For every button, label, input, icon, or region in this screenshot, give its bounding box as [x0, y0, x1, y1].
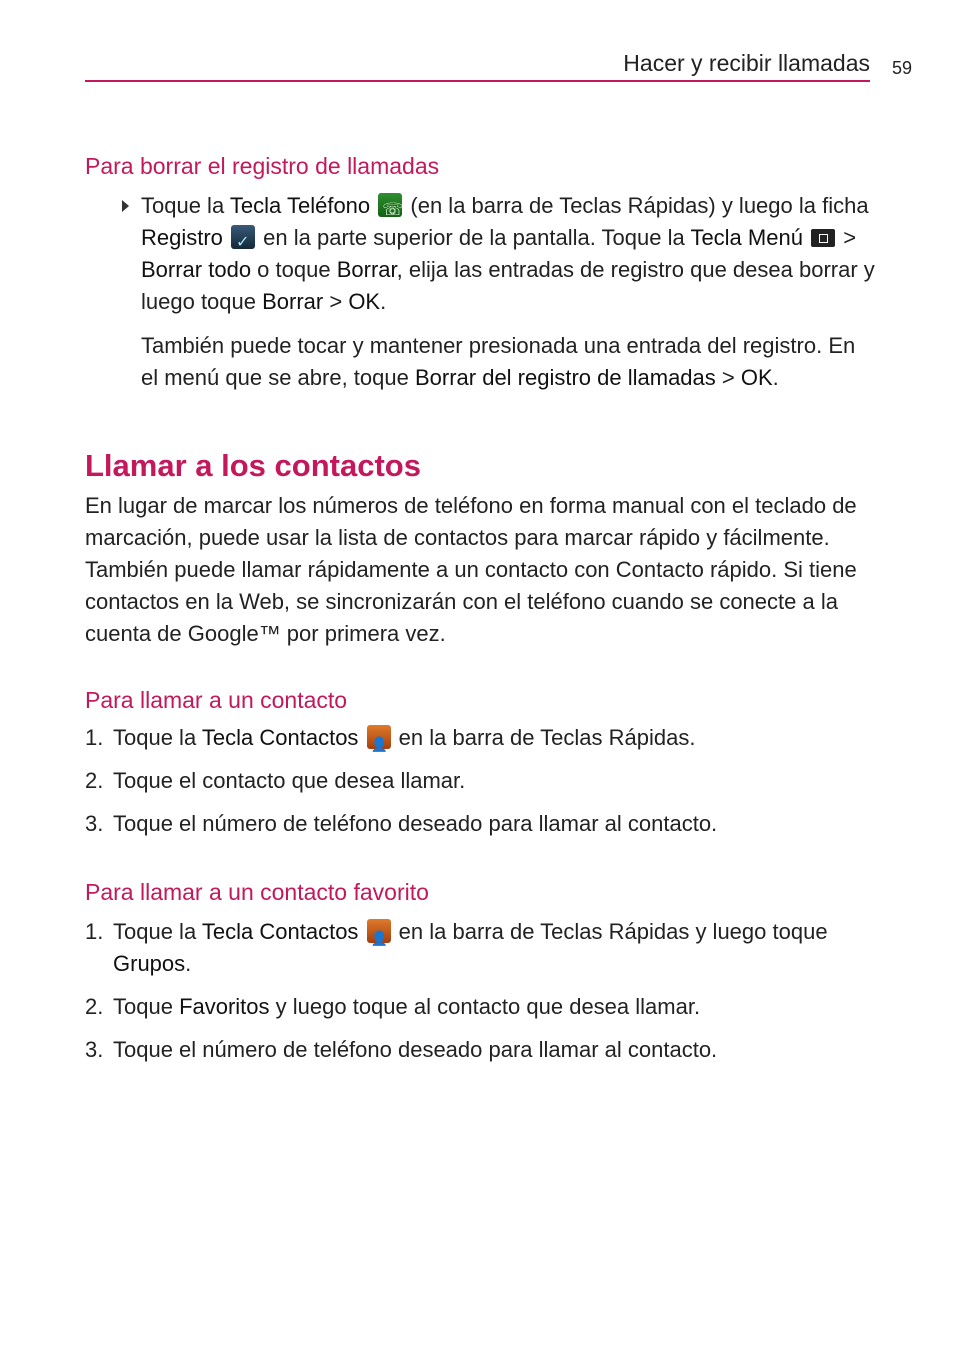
bullet-borrar-registro — [85, 190, 875, 318]
list-item: 2. Toque el contacto que desea llamar. — [85, 768, 466, 793]
list-item: 1. Toque la Tecla Contactos 👤 en la barra de Teclas Rápidas. — [85, 722, 875, 754]
running-title: Hacer y recibir llamadas — [623, 50, 870, 76]
subhead-borrar-registro: Para borrar el registro de llamadas — [85, 153, 440, 179]
bullet-text: Toque la Tecla Teléfono ☏ (en la barra de Teclas Rápidas) y luego la ficha Registro ✓ en la parte superior de la pantalla. Toque la Tecla Menú > Borrar todo o toque Borrar, elija las entradas de registro que desea borrar y luego toque Borrar > OK. — [141, 190, 875, 318]
note-paragraph: También puede tocar y mantener presionada una entrada del registro. En el menú que se abre, toque Borrar del registro de llamadas > OK. — [141, 333, 856, 390]
list-item: 3. Toque el número de teléfono deseado para llamar al contacto. — [85, 1037, 718, 1062]
subhead-llamar-contacto: Para llamar a un contacto — [85, 687, 348, 713]
page-content — [85, 150, 875, 1066]
subhead-llamar-favorito: Para llamar a un contacto favorito — [85, 879, 429, 905]
call-log-icon — [231, 225, 255, 249]
steps-llamar-contacto — [85, 722, 875, 840]
list-item: 3. Toque el número de teléfono deseado para llamar al contacto. — [85, 811, 718, 836]
contacts-key-icon — [367, 919, 391, 943]
menu-key-icon — [811, 229, 835, 247]
steps-llamar-favorito — [85, 916, 875, 1066]
contacts-key-icon — [367, 725, 391, 749]
list-item: 1. Toque la Tecla Contactos 👤 en la barra de Teclas Rápidas y luego toque Grupos. — [85, 916, 875, 980]
intro-paragraph: En lugar de marcar los números de teléfono en forma manual con el teclado de marcación, puede usar la lista de contactos para marcar rápido y fácilmente. También puede llamar rápidamente a un contacto con Contacto rápido. Si tiene contactos en la Web, se sincronizarán con el teléfono cuando se conecte a la cuenta de Google™ por primera vez. — [85, 493, 857, 646]
running-header — [85, 50, 870, 82]
phone-key-icon — [378, 193, 402, 217]
page-number: 59 — [892, 58, 913, 78]
bullet-arrow-icon — [122, 200, 129, 212]
list-item: 2. Toque Favoritos y luego toque al contacto que desea llamar. — [85, 994, 701, 1019]
section-title: Llamar a los contactos — [85, 448, 421, 483]
